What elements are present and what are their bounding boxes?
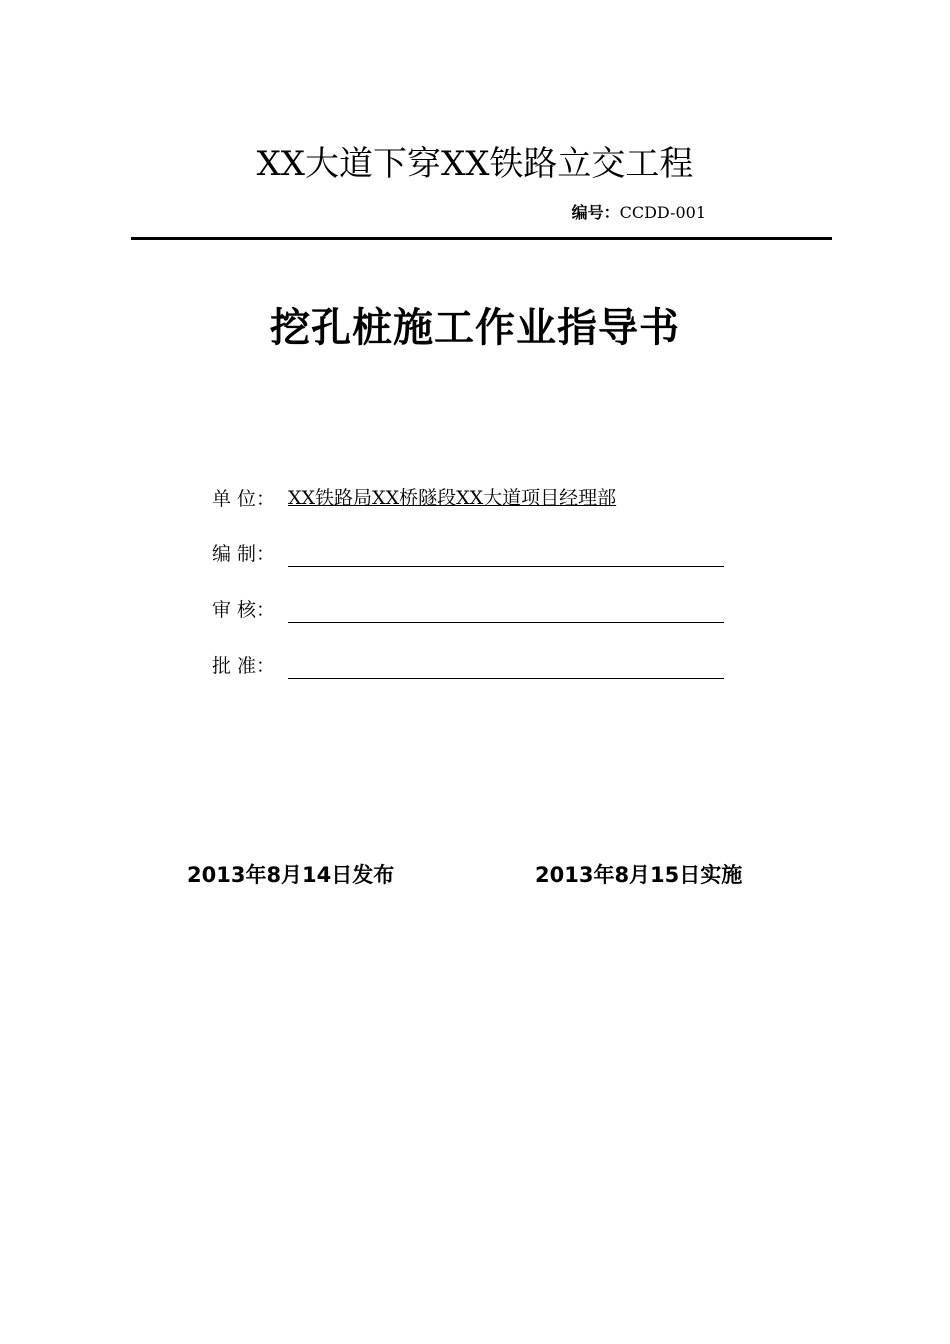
approve-label: 批 准：	[212, 655, 276, 677]
document-number-value: CCDD-001	[619, 203, 706, 222]
unit-field	[212, 482, 616, 512]
project-title: XX大道下穿XX铁路立交工程	[256, 144, 694, 184]
review-field	[212, 593, 724, 623]
unit-label: 单 位：	[212, 488, 276, 510]
document-number-label: 编号：	[571, 203, 620, 222]
main-title: 挖孔桩施工作业指导书	[270, 305, 680, 351]
effective-date: 2013年8月15日实施	[535, 863, 743, 887]
publish-date: 2013年8月14日发布	[187, 863, 395, 887]
document-number	[572, 201, 706, 225]
review-value-line	[288, 596, 724, 623]
compile-field	[212, 537, 724, 567]
header-divider	[131, 237, 832, 240]
approve-value-line	[288, 652, 724, 679]
unit-value: XX铁路局XX桥隧段XX大道项目经理部	[288, 487, 617, 509]
approve-field	[212, 649, 724, 679]
compile-label: 编 制：	[212, 543, 276, 565]
review-label: 审 核：	[212, 599, 276, 621]
compile-value-line	[288, 540, 724, 567]
